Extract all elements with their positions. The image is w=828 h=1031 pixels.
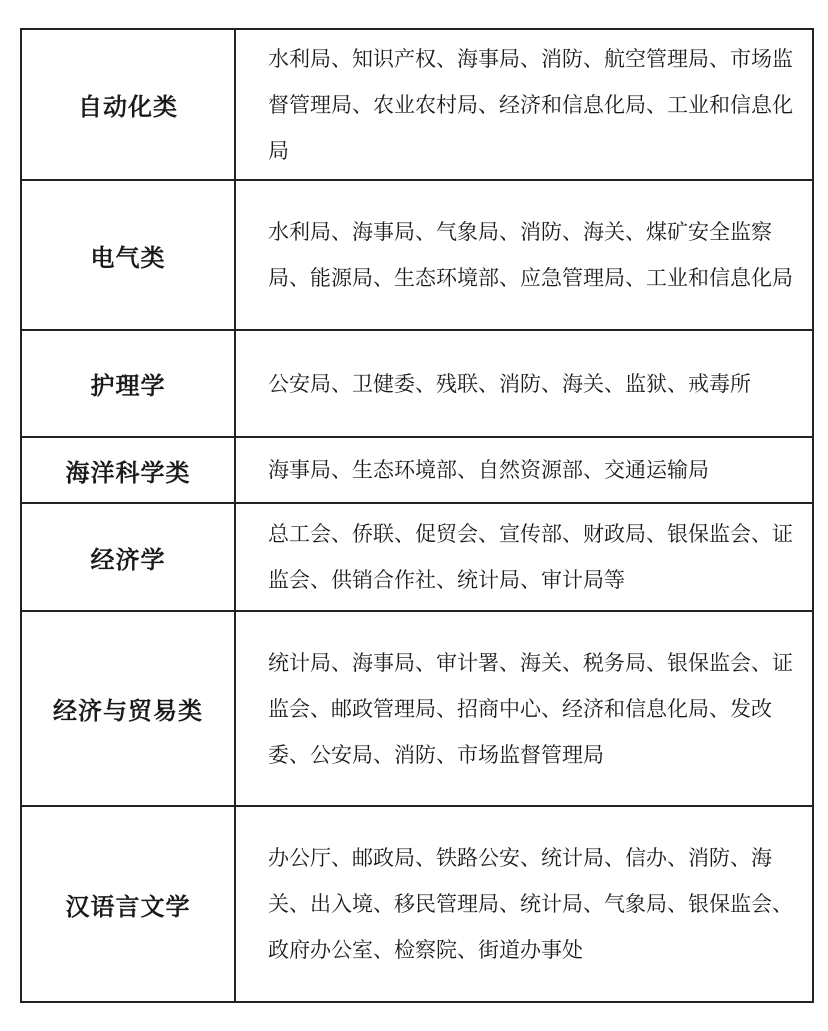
major-cell: 护理学 bbox=[21, 330, 235, 437]
table-row bbox=[21, 806, 813, 1002]
table-row bbox=[21, 611, 813, 806]
major-department-table bbox=[20, 28, 814, 1003]
table-row bbox=[21, 180, 813, 330]
departments-cell: 海事局、生态环境部、自然资源部、交通运输局 bbox=[235, 437, 813, 503]
departments-cell: 办公厅、邮政局、铁路公安、统计局、信办、消防、海关、出入境、移民管理局、统计局、气象局、银保监会、政府办公室、检察院、街道办事处 bbox=[235, 806, 813, 1002]
major-cell: 自动化类 bbox=[21, 29, 235, 180]
table-row bbox=[21, 503, 813, 611]
major-cell: 汉语言文学 bbox=[21, 806, 235, 1002]
major-cell: 海洋科学类 bbox=[21, 437, 235, 503]
table-row bbox=[21, 29, 813, 180]
table-row bbox=[21, 330, 813, 437]
departments-cell: 水利局、海事局、气象局、消防、海关、煤矿安全监察局、能源局、生态环境部、应急管理局、工业和信息化局 bbox=[235, 180, 813, 330]
departments-cell: 统计局、海事局、审计署、海关、税务局、银保监会、证监会、邮政管理局、招商中心、经济和信息化局、发改委、公安局、消防、市场监督管理局 bbox=[235, 611, 813, 806]
departments-cell: 水利局、知识产权、海事局、消防、航空管理局、市场监督管理局、农业农村局、经济和信息化局、工业和信息化局 bbox=[235, 29, 813, 180]
major-cell: 电气类 bbox=[21, 180, 235, 330]
major-cell: 经济学 bbox=[21, 503, 235, 611]
departments-cell: 公安局、卫健委、残联、消防、海关、监狱、戒毒所 bbox=[235, 330, 813, 437]
major-cell: 经济与贸易类 bbox=[21, 611, 235, 806]
table-row bbox=[21, 437, 813, 503]
departments-cell: 总工会、侨联、促贸会、宣传部、财政局、银保监会、证监会、供销合作社、统计局、审计局等 bbox=[235, 503, 813, 611]
major-department-table-container bbox=[20, 28, 814, 1003]
